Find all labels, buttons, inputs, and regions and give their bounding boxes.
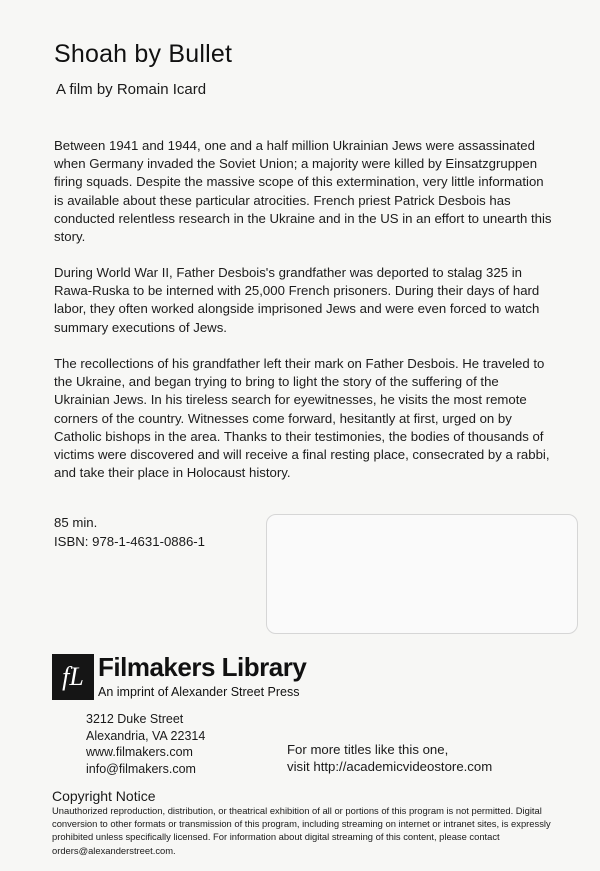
page-title: Shoah by Bullet bbox=[54, 40, 233, 68]
more-titles-line1: For more titles like this one, bbox=[287, 742, 449, 757]
blank-label-area bbox=[266, 514, 578, 634]
film-meta bbox=[54, 513, 205, 551]
paragraph-2: During World War II, Father Desbois's grandfather was deported to stalag 325 in Rawa-Ruska to be interned with 25,000 French prisoners. During their days of hard labor, they often worked alongside imprisoned Jews and were even forced to watch summary executions of Jews. bbox=[54, 265, 540, 335]
more-titles-link[interactable]: visit http://academicvideostore.com bbox=[287, 758, 493, 774]
website-link[interactable]: www.filmakers.com bbox=[86, 745, 193, 759]
subtitle: A film by Romain Icard bbox=[56, 81, 207, 98]
email-link[interactable]: info@filmakers.com bbox=[86, 761, 196, 776]
paragraph-1: Between 1941 and 1944, one and a half million Ukrainian Jews were assassinated when Germany invaded the Soviet Union; a majority were killed by Einsatzgruppen firing squads. Despite the massive scope of this extermination, very little information is available about these particular atrocities. French priest Patrick Desbois has conducted relentless research in the Ukraine and in the US in an effort to unearth this story. bbox=[54, 138, 552, 245]
logo-tagline: An imprint of Alexander Street Press bbox=[98, 685, 300, 699]
more-titles bbox=[287, 742, 492, 775]
runtime: 85 min. bbox=[54, 515, 98, 530]
logo-name: Filmakers Library bbox=[98, 652, 307, 682]
copyright-heading: Copyright Notice bbox=[52, 788, 156, 804]
paragraph-3: The recollections of his grandfather left their mark on Father Desbois. He traveled to the Ukraine, and began trying to bring to light the story of the suffering of the Ukrainian Jews. In his tireless search for eyewitnesses, he visits the most remote corners of the country. Witnesses come forward, hesitantly at first, urged on by Catholic bishops in the area. Thanks to their testimonies, the bodies of thousands of victims were discovered and will receive a final resting place, consecrated by a rabbi, and take their place in Holocaust history. bbox=[54, 356, 550, 481]
isbn: ISBN: 978-1-4631-0886-1 bbox=[54, 534, 206, 549]
address-street: 3212 Duke Street bbox=[86, 712, 184, 726]
publisher-logo bbox=[52, 654, 382, 704]
logo-mark: fL bbox=[52, 654, 94, 700]
publisher-address bbox=[86, 711, 205, 777]
address-city: Alexandria, VA 22314 bbox=[86, 728, 206, 743]
copyright-text: Unauthorized reproduction, distribution, or theatrical exhibition of all or portions of this program is not permitted. Digital conversion to other formats or transmission of this program, including streaming on internet or intranet sites, is expressly prohibited unless specifically licensed. For information about digital streaming of this content, please contact orders@alexanderstreet.com. bbox=[52, 805, 551, 856]
